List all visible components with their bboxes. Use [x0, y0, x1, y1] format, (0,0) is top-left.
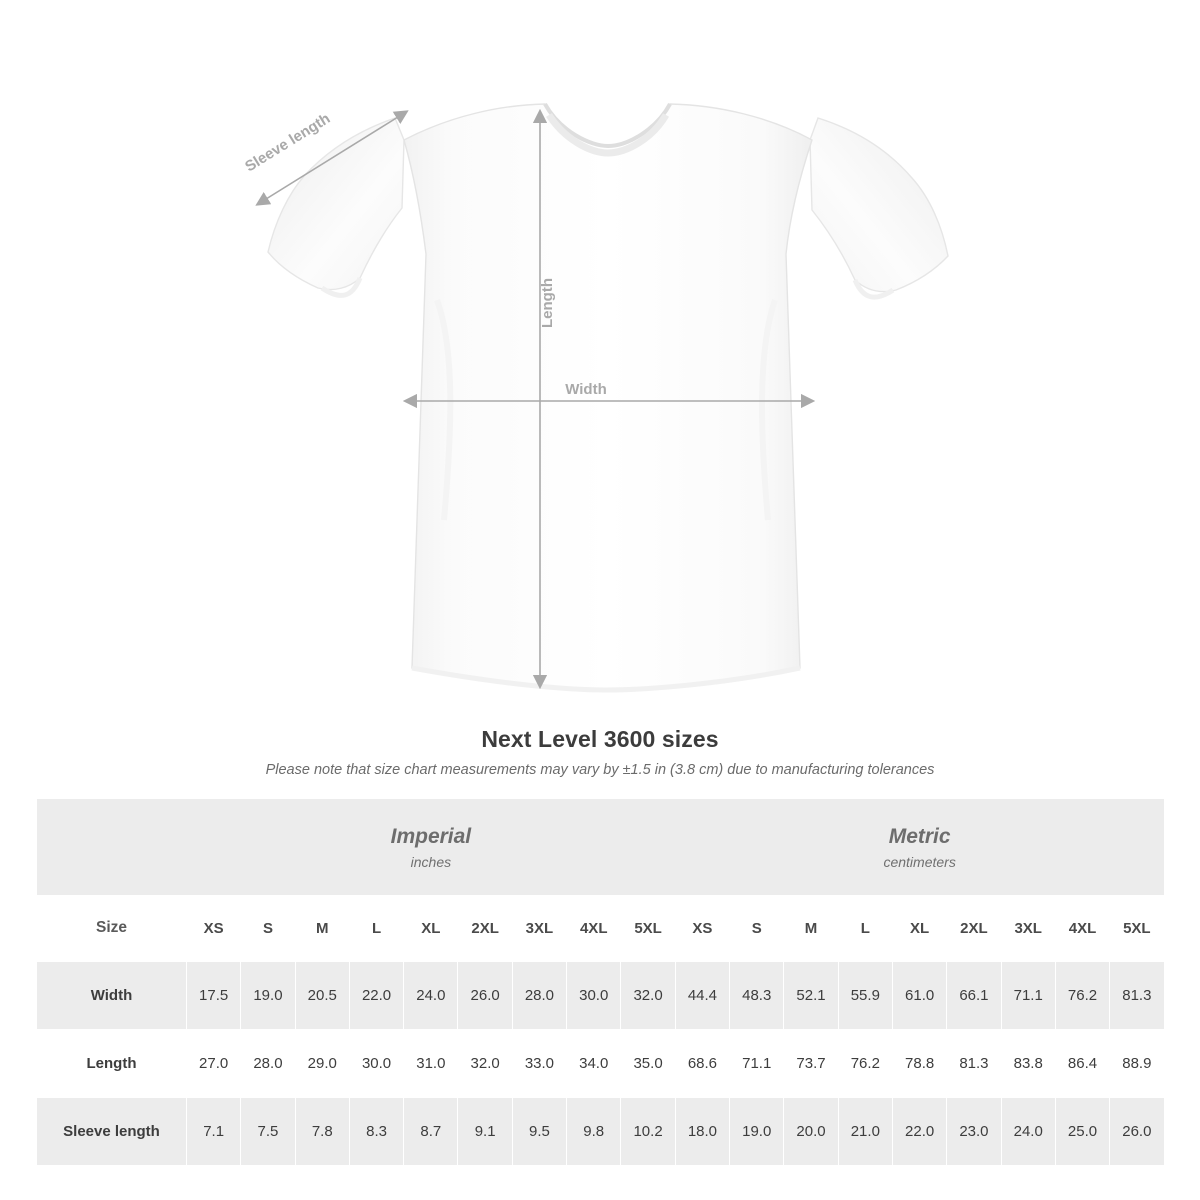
size-imperial-xs: XS [187, 895, 241, 961]
sleeve-length-label: Sleeve length [242, 109, 334, 176]
size-imperial-xl: XL [404, 895, 458, 961]
size-imperial-4xl: 4XL [567, 895, 621, 961]
length-imperial-m: 29.0 [295, 1029, 349, 1097]
size-metric-s: S [730, 895, 784, 961]
unit-group-metric-name: Metric [888, 824, 951, 848]
length-imperial-l: 30.0 [349, 1029, 403, 1097]
width-metric-2xl: 66.1 [947, 961, 1001, 1029]
row-label-width: Width [37, 961, 187, 1029]
sleeve-metric-xs: 18.0 [675, 1097, 729, 1165]
size-imperial-3xl: 3XL [512, 895, 566, 961]
sleeve-imperial-m: 7.8 [295, 1097, 349, 1165]
unit-group-imperial [187, 799, 676, 895]
unit-group-imperial-name: Imperial [390, 824, 472, 848]
width-metric-m: 52.1 [784, 961, 838, 1029]
sleeve-metric-4xl: 25.0 [1055, 1097, 1109, 1165]
width-metric-l: 55.9 [838, 961, 892, 1029]
sleeve-metric-5xl: 26.0 [1110, 1097, 1164, 1165]
width-imperial-3xl: 28.0 [512, 961, 566, 1029]
length-imperial-5xl: 35.0 [621, 1029, 675, 1097]
sleeve-imperial-xs: 7.1 [187, 1097, 241, 1165]
sleeve-metric-3xl: 24.0 [1001, 1097, 1055, 1165]
sleeve-imperial-xl: 8.7 [404, 1097, 458, 1165]
width-imperial-xl: 24.0 [404, 961, 458, 1029]
size-chart-table [36, 799, 1165, 1166]
sleeve-metric-s: 19.0 [730, 1097, 784, 1165]
sleeve-imperial-l: 8.3 [349, 1097, 403, 1165]
width-metric-4xl: 76.2 [1055, 961, 1109, 1029]
size-row-label: Size [37, 895, 187, 961]
table-row [37, 1029, 1165, 1097]
length-imperial-4xl: 34.0 [567, 1029, 621, 1097]
unit-header-row [37, 799, 1165, 895]
table-row [37, 961, 1165, 1029]
unit-group-metric-sub: centimeters [883, 853, 956, 870]
length-label: Length [539, 278, 556, 328]
length-metric-4xl: 86.4 [1055, 1029, 1109, 1097]
row-label-sleeve-length: Sleeve length [37, 1097, 187, 1165]
size-metric-m: M [784, 895, 838, 961]
size-imperial-m: M [295, 895, 349, 961]
width-imperial-2xl: 26.0 [458, 961, 512, 1029]
width-metric-3xl: 71.1 [1001, 961, 1055, 1029]
length-metric-3xl: 83.8 [1001, 1029, 1055, 1097]
unit-group-metric [675, 799, 1164, 895]
width-label: Width [565, 381, 607, 398]
width-metric-xl: 61.0 [892, 961, 946, 1029]
length-imperial-s: 28.0 [241, 1029, 295, 1097]
length-metric-xl: 78.8 [892, 1029, 946, 1097]
shirt-shape [268, 104, 948, 690]
length-metric-s: 71.1 [730, 1029, 784, 1097]
size-metric-2xl: 2XL [947, 895, 1001, 961]
row-label-length: Length [37, 1029, 187, 1097]
width-metric-xs: 44.4 [675, 961, 729, 1029]
size-imperial-5xl: 5XL [621, 895, 675, 961]
length-imperial-2xl: 32.0 [458, 1029, 512, 1097]
width-imperial-l: 22.0 [349, 961, 403, 1029]
width-imperial-4xl: 30.0 [567, 961, 621, 1029]
width-imperial-m: 20.5 [295, 961, 349, 1029]
sleeve-imperial-3xl: 9.5 [512, 1097, 566, 1165]
table-row [37, 1097, 1165, 1165]
sleeve-metric-l: 21.0 [838, 1097, 892, 1165]
width-metric-5xl: 81.3 [1110, 961, 1164, 1029]
size-metric-xs: XS [675, 895, 729, 961]
unit-group-imperial-sub: inches [410, 853, 452, 870]
length-metric-2xl: 81.3 [947, 1029, 1001, 1097]
size-imperial-s: S [241, 895, 295, 961]
length-metric-l: 76.2 [838, 1029, 892, 1097]
length-metric-m: 73.7 [784, 1029, 838, 1097]
length-imperial-3xl: 33.0 [512, 1029, 566, 1097]
size-metric-5xl: 5XL [1110, 895, 1164, 961]
width-imperial-s: 19.0 [241, 961, 295, 1029]
sleeve-metric-xl: 22.0 [892, 1097, 946, 1165]
length-imperial-xl: 31.0 [404, 1029, 458, 1097]
sleeve-imperial-4xl: 9.8 [567, 1097, 621, 1165]
width-imperial-5xl: 32.0 [621, 961, 675, 1029]
sleeve-imperial-2xl: 9.1 [458, 1097, 512, 1165]
width-metric-s: 48.3 [730, 961, 784, 1029]
size-metric-l: L [838, 895, 892, 961]
size-header-row [37, 895, 1165, 961]
page-subtitle: Please note that size chart measurements may vary by ±1.5 in (3.8 cm) due to manufacturing tolerances [265, 762, 935, 778]
unit-header-spacer [37, 799, 187, 895]
size-metric-3xl: 3XL [1001, 895, 1055, 961]
size-imperial-l: L [349, 895, 403, 961]
length-imperial-xs: 27.0 [187, 1029, 241, 1097]
page-title: Next Level 3600 sizes [481, 726, 719, 752]
size-metric-xl: XL [892, 895, 946, 961]
length-metric-xs: 68.6 [675, 1029, 729, 1097]
sleeve-metric-m: 20.0 [784, 1097, 838, 1165]
length-metric-5xl: 88.9 [1110, 1029, 1164, 1097]
sleeve-imperial-5xl: 10.2 [621, 1097, 675, 1165]
sleeve-metric-2xl: 23.0 [947, 1097, 1001, 1165]
size-imperial-2xl: 2XL [458, 895, 512, 961]
width-imperial-xs: 17.5 [187, 961, 241, 1029]
size-chart-table-container [36, 799, 1164, 1166]
size-metric-4xl: 4XL [1055, 895, 1109, 961]
sleeve-imperial-s: 7.5 [241, 1097, 295, 1165]
